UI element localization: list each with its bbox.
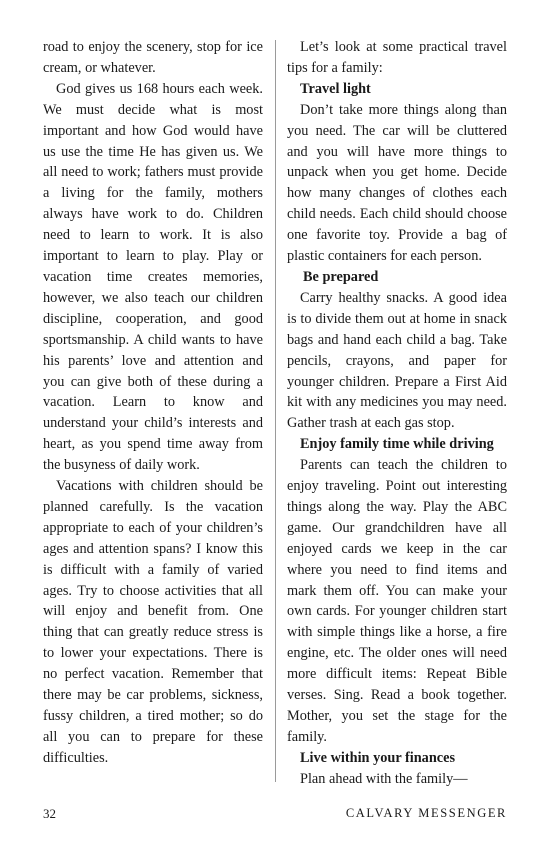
left-column — [43, 37, 263, 769]
section-heading: Enjoy family time while driving — [300, 436, 494, 453]
paragraph: Don’t take more things along than you need. The car will be cluttered and you will have more things to unpack when you get home. Decide how many changes of clothes each child needs. Each child should choose one favorite toy. Provide a bag of plastic containers for each person. — [287, 101, 507, 265]
paragraph: Carry healthy snacks. A good idea is to divide them out at home in snack bags and hand each child a bag. Take pencils, crayons, and paper for younger children. Prepare a First Aid kit with any medicines you may need. Gather trash at each gas stop. — [287, 289, 507, 432]
paragraph: Parents can teach the children to enjoy traveling. Point out interesting things along the way. Play the ABC game. Our grandchildren have all enjoyed cards we keep in the car where you need to find items and mark them off. You can make your own cards. For younger children start with simple things like a horse, a fire engine, etc. The older ones will need more difficult items: Repeat Bible verses. Sing. Read a book together. Mother, you set the stage for the family. — [287, 457, 507, 745]
paragraph: God gives us 168 hours each week. We must decide what is most important and how God would have us use the time He has given us. We all need to work; fathers must provide a living for the family, mothers always have work to do. Children need to learn to work. It is also important to learn to play. Play or vacation time creates memories, however, we also teach our children discipline, cooperation, and good sportsmanship. A child wants to have his parents’ love and attention and you can give both of these during a vacation. Learn to know and understand your child’s interests and heart, as you spend time away from the busyness of daily work. — [43, 80, 263, 474]
right-column — [287, 37, 507, 790]
section-heading: Live within your finances — [300, 749, 456, 766]
paragraph: Let’s look at some practical travel tips for a family: — [287, 39, 507, 76]
section-heading: Travel light — [300, 80, 371, 97]
column-divider — [275, 40, 276, 782]
page-number: 32 — [43, 806, 56, 821]
paragraph: road to enjoy the scenery, stop for ice cream, or whatever. — [43, 39, 263, 76]
running-footer-title: CALVARY MESSENGER — [345, 806, 507, 820]
section-heading: Be prepared — [303, 268, 379, 285]
paragraph: Plan ahead with the family— — [300, 770, 468, 787]
paragraph: Vacations with children should be planned carefully. Is the vacation appropriate to each of your children’s ages and attention spans? I know this is difficult with a family of varied ages. Try to choose activities that all will enjoy and benefit from. One thing that can greatly reduce stress is to lower your expectations. There is no perfect vacation. Remember that there may be car problems, sickness, fussy children, a tired mother; so do all you can to prepare for these difficulties. — [43, 478, 263, 766]
